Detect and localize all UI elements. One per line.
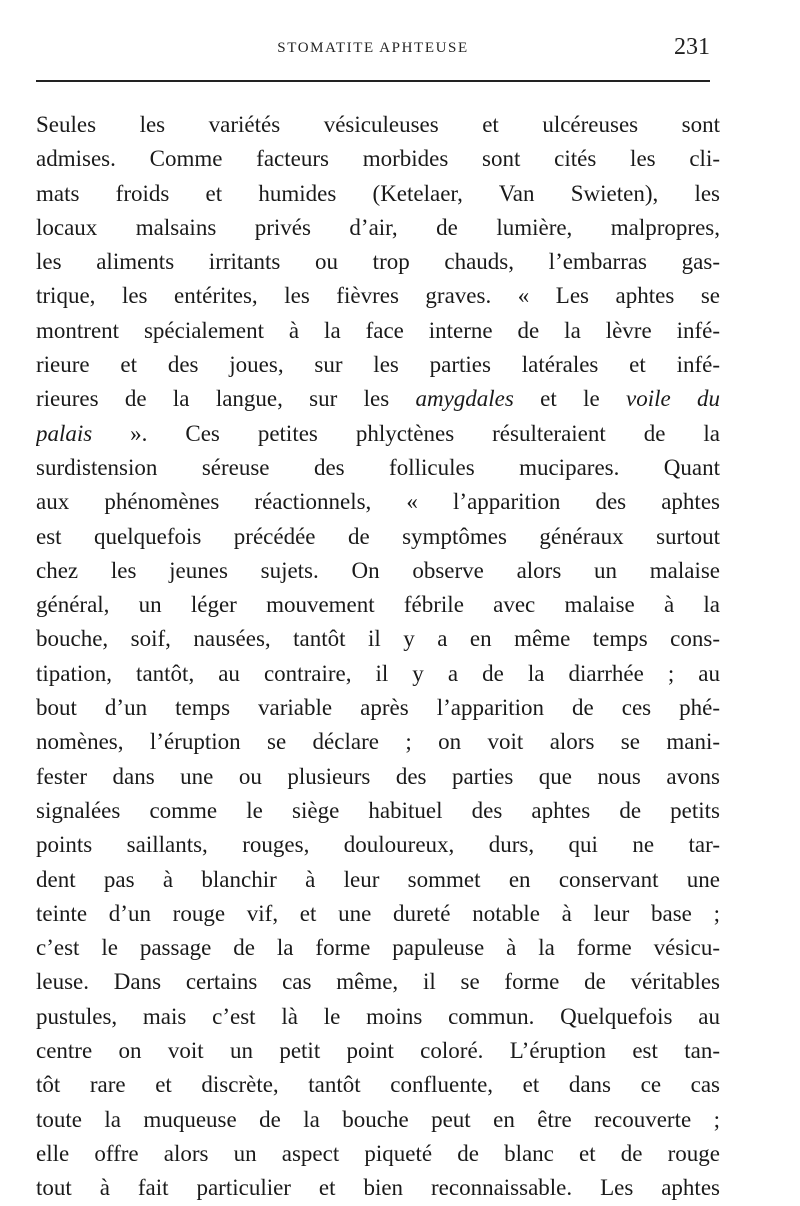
- text-line: [36, 794, 720, 828]
- text-line: [36, 554, 720, 588]
- italic-term: palais: [36, 420, 93, 446]
- text-line: [36, 863, 720, 897]
- text-run: tipation, tantôt, au contraire, il y a de la diarrhée ; au: [36, 660, 720, 686]
- text-run: bout d’un temps variable après l’apparition de ces phé-: [36, 695, 720, 721]
- text-run: points saillants, rouges, douloureux, durs, qui ne tar-: [36, 832, 720, 858]
- text-line: [36, 1034, 720, 1068]
- body-text: [36, 108, 720, 1206]
- text-line: [36, 245, 720, 279]
- text-line: [36, 417, 720, 451]
- text-line: [36, 725, 720, 759]
- text-line: [36, 1000, 720, 1034]
- text-run: Seules les variétés vésiculeuses et ulcéreuses sont: [36, 112, 720, 137]
- text-run: mats froids et humides (Ketelaer, Van Swieten), les: [36, 180, 720, 206]
- text-line: [36, 177, 720, 211]
- text-line: [36, 691, 720, 725]
- text-run: admises. Comme facteurs morbides sont cités les cli-: [36, 146, 720, 172]
- page-number: 231: [674, 34, 710, 60]
- text-line: [36, 1103, 720, 1137]
- text-line: [36, 622, 720, 656]
- text-line: [36, 314, 720, 348]
- text-line: [36, 520, 720, 554]
- text-run: montrent spécialement à la face interne de la lèvre infé-: [36, 317, 720, 343]
- text-line: [36, 382, 720, 416]
- text-line: [36, 828, 720, 862]
- text-line: [36, 657, 720, 691]
- text-line: [36, 485, 720, 519]
- text-run: leuse. Dans certains cas même, il se forme de véritables: [36, 969, 720, 995]
- text-run: teinte d’un rouge vif, et une dureté notable à leur base ;: [36, 900, 720, 926]
- text-run: ». Ces petites phlyctènes résulteraient de la: [92, 420, 720, 446]
- text-run: c’est le passage de la forme papuleuse à la forme vésicu-: [36, 935, 720, 961]
- text-run: chez les jeunes sujets. On observe alors un malaise: [36, 557, 720, 583]
- text-run: nomènes, l’éruption se déclare ; on voit alors se mani-: [36, 729, 720, 755]
- text-run: rieures de la langue, sur les: [36, 386, 416, 412]
- text-run: elle offre alors un aspect piqueté de blanc et de rouge: [36, 1140, 720, 1166]
- text-line: [36, 1068, 720, 1102]
- text-run: tôt rare et discrète, tantôt confluente, et dans ce cas: [36, 1072, 720, 1098]
- text-line: [36, 897, 720, 931]
- running-head: [36, 34, 710, 66]
- text-run: centre on voit un petit point coloré. L’éruption est tan-: [36, 1038, 720, 1064]
- header-rule: [36, 80, 710, 82]
- text-run: aux phénomènes réactionnels, « l’apparition des aphtes: [36, 489, 720, 515]
- text-line: [36, 1171, 720, 1205]
- text-run: et le: [513, 386, 626, 412]
- text-line: [36, 588, 720, 622]
- text-line: [36, 108, 720, 142]
- running-title: STOMATITE APHTEUSE: [277, 40, 469, 56]
- text-run: trique, les entérites, les fièvres graves. « Les aphtes se: [36, 283, 720, 309]
- text-run: dent pas à blanchir à leur sommet en conservant une: [36, 866, 720, 892]
- text-run: tout à fait particulier et bien reconnaissable. Les aphtes: [36, 1175, 720, 1201]
- text-run: rieure et des joues, sur les parties latérales et infé-: [36, 352, 720, 378]
- italic-term: voile du: [625, 386, 720, 412]
- text-run: toute la muqueuse de la bouche peut en être recouverte ;: [36, 1106, 720, 1132]
- text-run: bouche, soif, nausées, tantôt il y a en même temps cons-: [36, 626, 720, 652]
- text-line: [36, 211, 720, 245]
- italic-term: amygdales: [415, 386, 514, 412]
- text-line: [36, 348, 720, 382]
- text-run: général, un léger mouvement fébrile avec malaise à la: [36, 592, 720, 618]
- text-line: [36, 760, 720, 794]
- text-run: est quelquefois précédée de symptômes généraux surtout: [36, 523, 720, 549]
- text-line: [36, 142, 720, 176]
- text-line: [36, 965, 720, 999]
- text-line: [36, 931, 720, 965]
- text-run: fester dans une ou plusieurs des parties que nous avons: [36, 763, 720, 789]
- text-run: surdistension séreuse des follicules mucipares. Quant: [36, 454, 720, 480]
- text-line: [36, 451, 720, 485]
- text-run: signalées comme le siège habituel des aphtes de petits: [36, 797, 720, 823]
- text-run: les aliments irritants ou trop chauds, l’embarras gas-: [36, 249, 720, 275]
- text-line: [36, 1137, 720, 1171]
- text-run: locaux malsains privés d’air, de lumière, malpropres,: [36, 214, 720, 240]
- text-line: [36, 279, 720, 313]
- text-run: pustules, mais c’est là le moins commun. Quelquefois au: [36, 1003, 720, 1029]
